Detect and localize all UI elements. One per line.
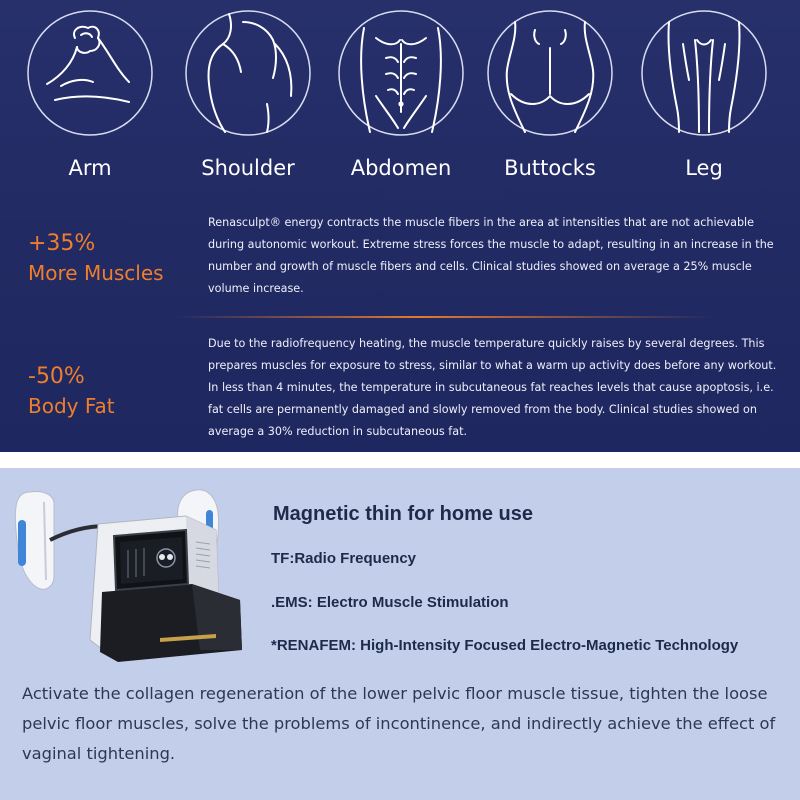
buttocks-icon [485,8,615,138]
body-area-arm [20,8,160,198]
stat-value: -50% [28,364,85,389]
stat-value: +35% [28,231,96,256]
stat-more-muscles [28,230,164,288]
body-area-label: Buttocks [504,156,596,180]
stat-description: Renasculpt® energy contracts the muscle fibers in the area at intensities that are not achievable during autonomic workout. Extreme stress forces the muscle to adapt, resulting in an increase in the number and growth of muscle fibers and cells. Clinical studies showed on average a 25% muscle volume increase. [208,216,774,295]
body-sculpting-device-image [10,480,250,670]
leg-icon [639,8,769,138]
body-area-label: Arm [68,156,112,180]
product-headline: Magnetic thin for home use [273,503,534,525]
stat-label: Body Fat [28,394,115,418]
feature-item: TF:Radio Frequency [271,550,417,567]
feature-item: *RENAFEM: High-Intensity Focused Electro-Magnetic Technology [271,637,739,654]
product-description: Activate the collagen regeneration of the lower pelvic floor muscle tissue, tighten the loose pelvic floor muscles, solve the problems of incontinence, and indirectly achieve the effect of vaginal tightening. [22,684,776,763]
section-divider [175,316,715,318]
body-area-label: Shoulder [201,156,295,180]
body-area-label: Leg [685,156,723,180]
body-area-label: Abdomen [350,156,452,180]
body-area-abdomen [331,8,471,198]
stat-body-fat [28,363,115,421]
feature-item: .EMS: Electro Muscle Stimulation [271,594,509,611]
body-area-buttocks [480,8,620,198]
abdomen-icon [336,8,466,138]
shoulder-icon [183,8,313,138]
flexed-arm-icon [25,8,155,138]
stat-description: Due to the radiofrequency heating, the muscle temperature quickly raises by several degrees. This prepares muscles for exposure to stress, similar to what a warm up activity does before any workout. In less than 4 minutes, the temperature in subcutaneous fat reaches levels that cause apoptosis, i.e. fat cells are permanently damaged and slowly removed from the body. Clinical studies showed on average a 30% reduction in subcutaneous fat. [208,337,777,438]
body-area-leg [634,8,774,198]
stat-label: More Muscles [28,261,164,285]
body-area-shoulder [178,8,318,198]
